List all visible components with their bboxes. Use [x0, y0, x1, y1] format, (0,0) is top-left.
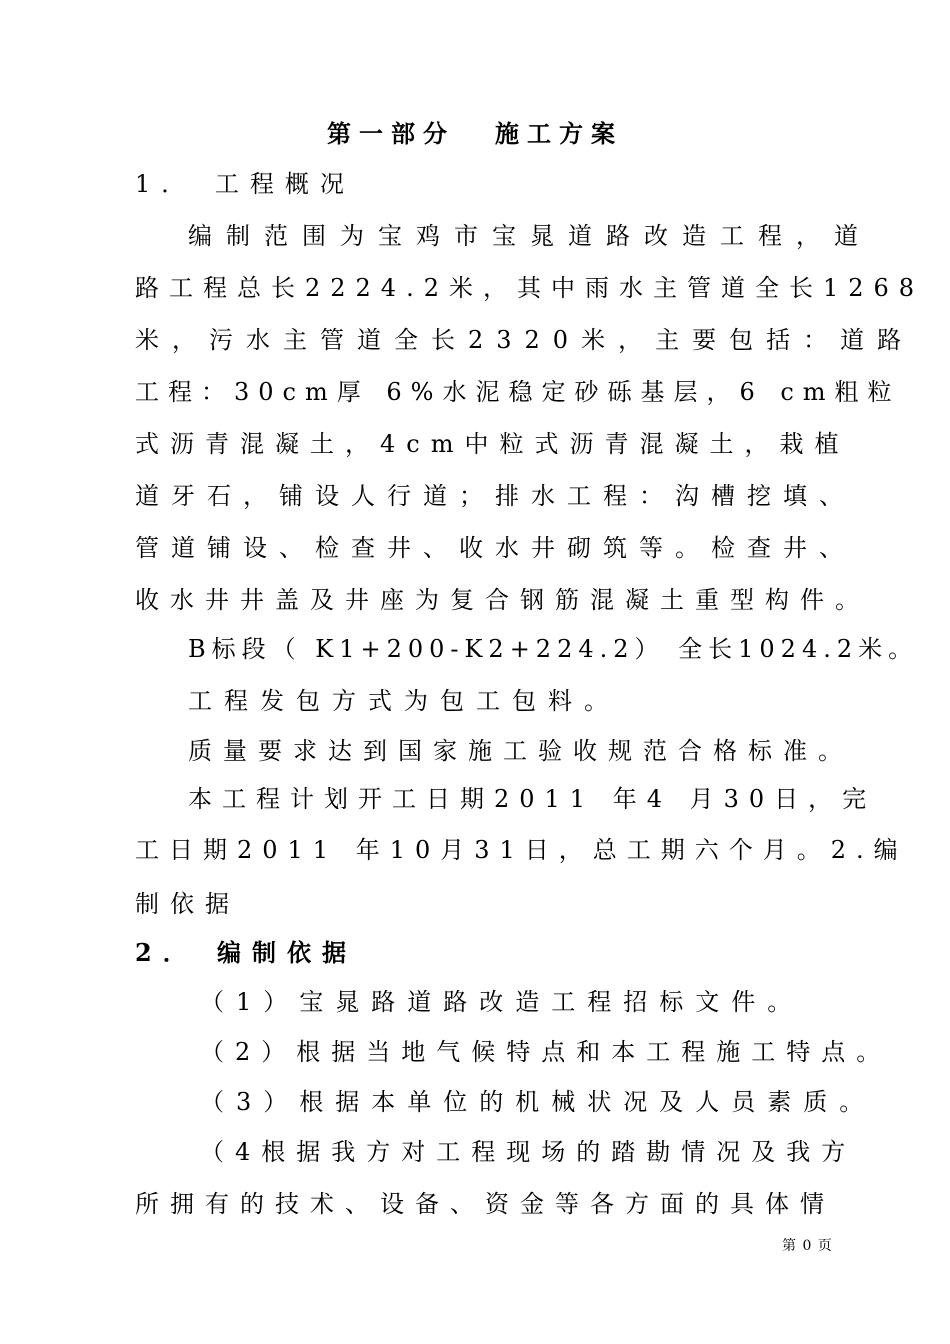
section-heading-2: 2． 编制依据 — [135, 938, 358, 967]
paragraph-line: 管道铺设、检查井、收水井砌筑等。检查井、 — [135, 534, 855, 562]
paragraph-line: 质量要求达到国家施工验收规范合格标准。 — [188, 737, 853, 765]
section-heading-1: 1． 工程概况 — [135, 170, 355, 198]
list-item: （3）根据本单位的机械状况及人员素质。 — [200, 1088, 876, 1116]
paragraph-line: 所拥有的技术、设备、资金等各方面的具体情 — [135, 1190, 835, 1218]
paragraph-line: 道牙石，铺设人行道；排水工程：沟槽挖填、 — [135, 482, 855, 510]
paragraph-line: 米，污水主管道全长2320米，主要包括：道路 — [135, 326, 915, 354]
list-item: （4根据我方对工程现场的踏勘情况及我方 — [200, 1138, 857, 1166]
paragraph-line: 制依据 — [135, 890, 240, 918]
paragraph-line: 收水井井盖及井座为复合钢筋混凝土重型构件。 — [135, 586, 870, 614]
paragraph-line: 工日期2011 年10月31日，总工期六个月。2.编 — [135, 836, 908, 864]
paragraph-line: 路工程总长2224.2米，其中雨水主管道全长1268 — [135, 274, 925, 302]
title-name: 施工方案 — [495, 119, 623, 148]
paragraph-line: 工程：30cm厚 6%水泥稳定砂砾基层，6 cm粗粒 — [135, 378, 901, 406]
paragraph-line: 本工程计划开工日期2011 年4 月30日，完 — [188, 785, 877, 813]
paragraph-line: B标段（ K1+200-K2+224.2） 全长1024.2米。 — [188, 635, 919, 663]
list-item: （1）宝晁路道路改造工程招标文件。 — [200, 988, 804, 1016]
paragraph-line: 编制范围为宝鸡市宝晁道路改造工程，道 — [188, 222, 872, 250]
document-title — [0, 118, 950, 150]
paragraph-line: 式沥青混凝土，4cm中粒式沥青混凝土，栽植 — [135, 430, 850, 458]
page-number: 第 0 页 — [782, 1238, 833, 1254]
paragraph-line: 工程发包方式为包工包料。 — [188, 687, 620, 715]
list-item: （2）根据当地气候特点和本工程施工特点。 — [200, 1038, 892, 1066]
title-part: 第一部分 — [327, 119, 455, 148]
